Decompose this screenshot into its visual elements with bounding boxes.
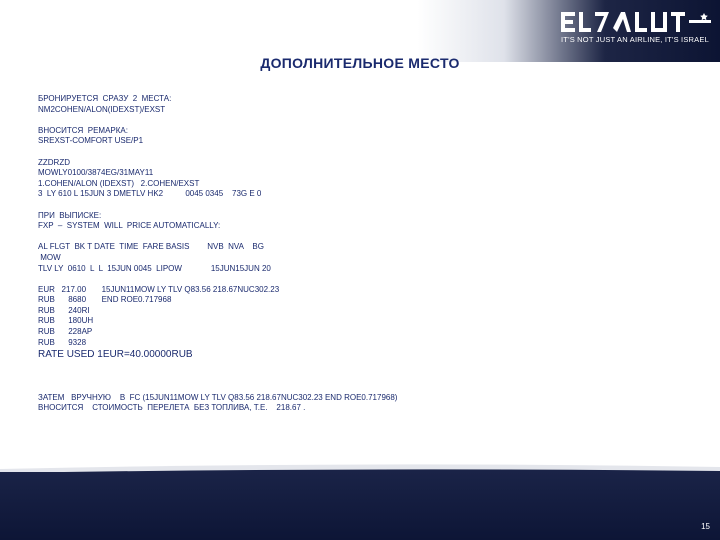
body-line: 1.COHEN/ALON (IDEXST) 2.COHEN/EXST — [38, 178, 200, 188]
footer-line: ЗАТЕМ ВРУЧНУЮ В FC (15JUN11MOW LY TLV Q83.56 218.67NUC302.23 END ROE0.717968) — [38, 392, 398, 402]
body-line: 3 LY 610 L 15JUN 3 DMETLV HK2 0045 0345 73G E 0 — [38, 189, 262, 199]
footer-band — [0, 472, 720, 540]
body-line: RUB 228AP — [38, 327, 93, 337]
body-line: MOW — [38, 252, 61, 262]
page-number: 15 — [701, 522, 710, 531]
body-line: FXP – SYSTEM WILL PRICE AUTOMATICALLY: — [38, 221, 221, 231]
body-line: AL FLGT BK T DATE TIME FARE BASIS NVB NVA BG — [38, 242, 264, 252]
body-line: TLV LY 0610 L L 15JUN 0045 LIPOW 15JUN15JUN 20 — [38, 263, 271, 273]
body-line: ZZDRZD — [38, 157, 70, 167]
body-line: RUB 240RI — [38, 305, 90, 315]
rate-line: RATE USED 1EUR=40.00000RUB — [38, 349, 193, 361]
body-line: NM2COHEN/ALON(IDEXST)/EXST — [38, 104, 166, 114]
body-line: RUB 8680 END ROE0.717968 — [38, 295, 172, 305]
body-line: MOWLY0100/3874EG/31MAY11 — [38, 168, 154, 178]
elal-logo — [558, 8, 718, 54]
slide-body — [38, 94, 638, 414]
body-line: БРОНИРУЕТСЯ СРАЗУ 2 МЕСТА: — [38, 94, 172, 103]
body-line: RUB 180UH — [38, 316, 94, 326]
footer-line: ВНОСИТСЯ СТОИМОСТЬ ПЕРЕЛЕТА БЕЗ ТОПЛИВА, Т.Е. 218.67 . — [38, 403, 306, 413]
body-line: EUR 217.00 15JUN11MOW LY TLV Q83.56 218.67NUC302.23 — [38, 284, 280, 294]
body-line: SREXST-COMFORT USE/P1 — [38, 136, 144, 146]
body-line: ПРИ ВЫПИСКЕ: — [38, 210, 102, 220]
slide-title: ДОПОЛНИТЕЛЬНОЕ МЕСТО — [260, 55, 460, 71]
body-line: RUB 9328 — [38, 337, 87, 347]
logo-tagline: IT'S NOT JUST AN AIRLINE, IT'S ISRAEL — [561, 35, 709, 44]
body-line: ВНОСИТСЯ РЕМАРКА: — [38, 125, 128, 135]
